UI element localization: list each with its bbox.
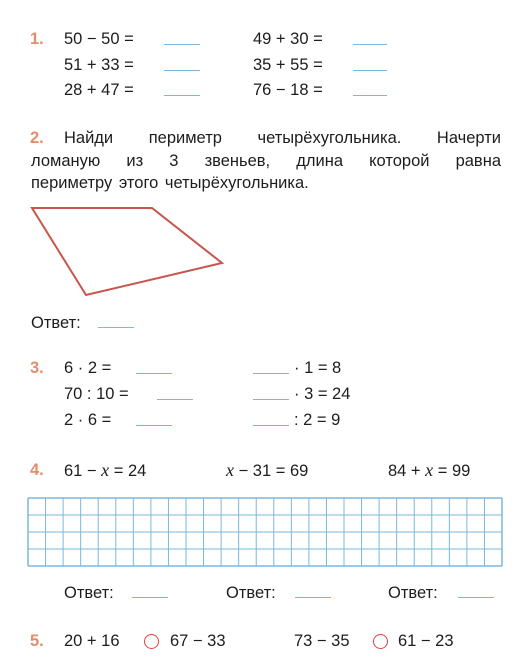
- task-3-left-expr-1: 6 · 2 =: [64, 359, 112, 377]
- task-4-equation-2: x − 31 = 69: [226, 460, 309, 480]
- task-2-text-line-2: ломаную из 3 звеньев, длина которой равна: [31, 152, 501, 170]
- task-5-compare-1-right: 67 − 33: [170, 632, 226, 650]
- task-3-number: 3.: [30, 359, 44, 377]
- task-3-left-expr-2: 70 : 10 =: [64, 385, 129, 403]
- task-5-number: 5.: [30, 632, 44, 650]
- task-4-answer-blank[interactable]: [295, 597, 331, 598]
- task-2-text-line-1: Найди периметр четырёхугольника. Начерти: [64, 129, 501, 147]
- task-2-number: 2.: [30, 129, 44, 147]
- task-4-answer-label-2: Ответ:: [226, 584, 276, 602]
- task-3-right-expr-3: : 2 = 9: [294, 411, 341, 429]
- task-1-right-expr-3: 76 − 18 =: [253, 81, 323, 99]
- task-5-compare-circle[interactable]: [144, 634, 159, 649]
- task-4-answer-blank[interactable]: [132, 597, 168, 598]
- task-5-compare-circle[interactable]: [373, 634, 388, 649]
- task-3-right-expr-2: · 3 = 24: [294, 385, 351, 403]
- task-4-number: 4.: [30, 461, 44, 479]
- task-3-left-expr-3: 2 · 6 =: [64, 411, 112, 429]
- task-2-text-line-3: периметру этого четырёхугольника.: [31, 174, 309, 192]
- task-2-answer-label: Ответ:: [31, 314, 81, 332]
- task-5-compare-2-left: 73 − 35: [294, 632, 350, 650]
- task-1-right-expr-1: 49 + 30 =: [253, 30, 323, 48]
- task-5-compare-2-right: 61 − 23: [398, 632, 454, 650]
- task-3-right-expr-1: · 1 = 8: [294, 359, 342, 377]
- task-5-compare-1-left: 20 + 16: [64, 632, 120, 650]
- task-4-equation-3: 84 + x = 99: [388, 460, 471, 480]
- task-4-answer-label-1: Ответ:: [64, 584, 114, 602]
- task-1-right-expr-2: 35 + 55 =: [253, 56, 323, 74]
- task-1-left-expr-3: 28 + 47 =: [64, 81, 134, 99]
- task-1-left-expr-1: 50 − 50 =: [64, 30, 134, 48]
- task-4-answer-blank[interactable]: [458, 597, 494, 598]
- task-1-number: 1.: [30, 30, 44, 48]
- task-4-equation-1: 61 − x = 24: [64, 460, 147, 480]
- task-4-answer-label-3: Ответ:: [388, 584, 438, 602]
- task-1-left-expr-2: 51 + 33 =: [64, 56, 134, 74]
